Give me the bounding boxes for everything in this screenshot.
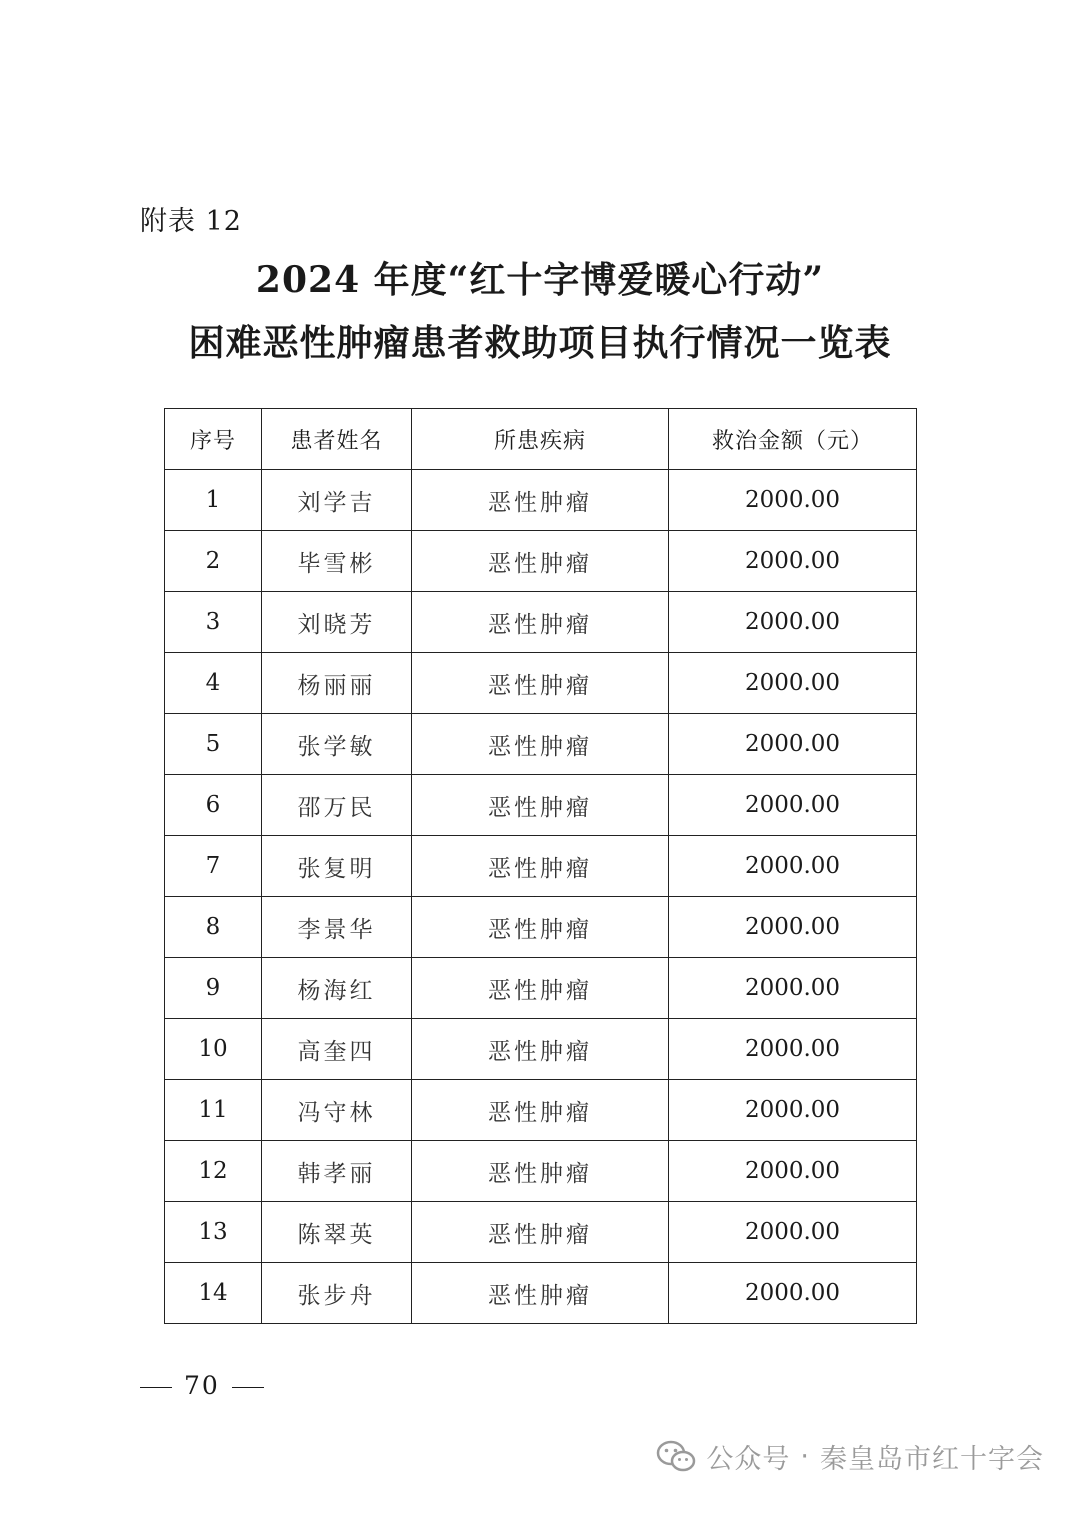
row-seq: 10 bbox=[165, 1019, 262, 1080]
row-seq: 8 bbox=[165, 897, 262, 958]
table-row bbox=[165, 531, 917, 592]
row-patient-name: 邵万民 bbox=[262, 775, 412, 836]
page-number-dash-left bbox=[140, 1387, 172, 1388]
row-amount: 2000.00 bbox=[669, 714, 917, 775]
row-seq: 5 bbox=[165, 714, 262, 775]
row-patient-name: 刘晓芳 bbox=[262, 592, 412, 653]
header-amount: 救治金额（元） bbox=[669, 409, 917, 470]
row-seq: 4 bbox=[165, 653, 262, 714]
document-title-line-1: 2024 年度“红十字博爱暖心行动” bbox=[255, 259, 825, 301]
table-row bbox=[165, 1080, 917, 1141]
row-amount: 2000.00 bbox=[669, 1080, 917, 1141]
watermark-account-name: 秦皇岛市红十字会 bbox=[820, 1443, 1044, 1475]
row-amount: 2000.00 bbox=[669, 1202, 917, 1263]
patient-aid-table bbox=[164, 408, 917, 1324]
row-seq: 1 bbox=[165, 470, 262, 531]
row-seq: 12 bbox=[165, 1141, 262, 1202]
row-seq: 3 bbox=[165, 592, 262, 653]
table-row bbox=[165, 958, 917, 1019]
row-patient-name: 张步舟 bbox=[262, 1263, 412, 1324]
row-disease: 恶性肿瘤 bbox=[412, 958, 669, 1019]
row-disease: 恶性肿瘤 bbox=[412, 592, 669, 653]
row-disease: 恶性肿瘤 bbox=[412, 1080, 669, 1141]
table-row bbox=[165, 653, 917, 714]
table-row bbox=[165, 1019, 917, 1080]
table-row bbox=[165, 470, 917, 531]
row-seq: 7 bbox=[165, 836, 262, 897]
row-seq: 11 bbox=[165, 1080, 262, 1141]
row-disease: 恶性肿瘤 bbox=[412, 1263, 669, 1324]
table-row bbox=[165, 775, 917, 836]
row-amount: 2000.00 bbox=[669, 775, 917, 836]
row-seq: 13 bbox=[165, 1202, 262, 1263]
table-row bbox=[165, 1202, 917, 1263]
row-patient-name: 冯守林 bbox=[262, 1080, 412, 1141]
row-seq: 9 bbox=[165, 958, 262, 1019]
wechat-icon bbox=[656, 1439, 696, 1473]
document-title-line-2: 困难恶性肿瘤患者救助项目执行情况一览表 bbox=[188, 322, 892, 364]
row-patient-name: 高奎四 bbox=[262, 1019, 412, 1080]
row-disease: 恶性肿瘤 bbox=[412, 836, 669, 897]
row-disease: 恶性肿瘤 bbox=[412, 531, 669, 592]
table-row bbox=[165, 1263, 917, 1324]
row-amount: 2000.00 bbox=[669, 470, 917, 531]
row-disease: 恶性肿瘤 bbox=[412, 653, 669, 714]
header-seq: 序号 bbox=[165, 409, 262, 470]
page-number-value: 70 bbox=[184, 1371, 220, 1400]
row-patient-name: 韩孝丽 bbox=[262, 1141, 412, 1202]
row-seq: 2 bbox=[165, 531, 262, 592]
table-row bbox=[165, 592, 917, 653]
row-amount: 2000.00 bbox=[669, 958, 917, 1019]
row-disease: 恶性肿瘤 bbox=[412, 897, 669, 958]
row-disease: 恶性肿瘤 bbox=[412, 1141, 669, 1202]
row-patient-name: 陈翠英 bbox=[262, 1202, 412, 1263]
row-amount: 2000.00 bbox=[669, 1263, 917, 1324]
page-number-dash-right bbox=[232, 1387, 264, 1388]
table-row bbox=[165, 836, 917, 897]
table-row bbox=[165, 1141, 917, 1202]
watermark-separator: · bbox=[800, 1440, 810, 1472]
row-patient-name: 张复明 bbox=[262, 836, 412, 897]
row-amount: 2000.00 bbox=[669, 1141, 917, 1202]
row-amount: 2000.00 bbox=[669, 592, 917, 653]
row-patient-name: 杨丽丽 bbox=[262, 653, 412, 714]
row-amount: 2000.00 bbox=[669, 836, 917, 897]
wechat-account-watermark bbox=[656, 1434, 1044, 1478]
row-patient-name: 杨海红 bbox=[262, 958, 412, 1019]
appendix-label: 附表 12 bbox=[140, 206, 242, 237]
row-amount: 2000.00 bbox=[669, 653, 917, 714]
header-name: 患者姓名 bbox=[262, 409, 412, 470]
row-seq: 14 bbox=[165, 1263, 262, 1324]
row-disease: 恶性肿瘤 bbox=[412, 1202, 669, 1263]
row-patient-name: 毕雪彬 bbox=[262, 531, 412, 592]
row-patient-name: 刘学吉 bbox=[262, 470, 412, 531]
page-number bbox=[140, 1368, 264, 1404]
row-patient-name: 李景华 bbox=[262, 897, 412, 958]
row-amount: 2000.00 bbox=[669, 897, 917, 958]
row-seq: 6 bbox=[165, 775, 262, 836]
row-amount: 2000.00 bbox=[669, 531, 917, 592]
row-disease: 恶性肿瘤 bbox=[412, 775, 669, 836]
watermark-prefix: 公众号 bbox=[706, 1443, 791, 1475]
row-disease: 恶性肿瘤 bbox=[412, 1019, 669, 1080]
row-amount: 2000.00 bbox=[669, 1019, 917, 1080]
table-row bbox=[165, 714, 917, 775]
table-row bbox=[165, 897, 917, 958]
row-disease: 恶性肿瘤 bbox=[412, 714, 669, 775]
row-disease: 恶性肿瘤 bbox=[412, 470, 669, 531]
table-header-row bbox=[165, 409, 917, 470]
header-disease: 所患疾病 bbox=[412, 409, 669, 470]
row-patient-name: 张学敏 bbox=[262, 714, 412, 775]
